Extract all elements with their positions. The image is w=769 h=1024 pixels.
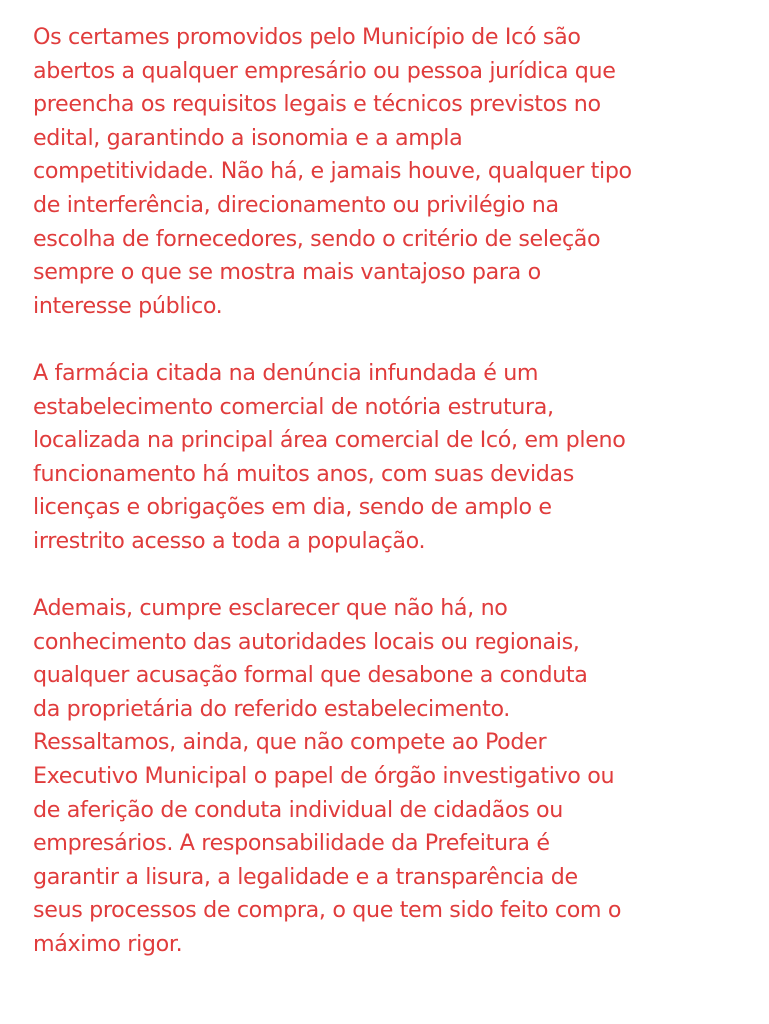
text-line: Ressaltamos, ainda, que não compete ao Poder	[33, 729, 547, 756]
text-line: de interferência, direcionamento ou privilégio na	[33, 191, 559, 218]
text-line: Executivo Municipal o papel de órgão investigativo ou	[33, 763, 615, 790]
text-line: competitividade. Não há, e jamais houve, qualquer tipo	[33, 158, 632, 185]
text-line: irrestrito acesso a toda a população.	[33, 527, 426, 554]
text-line: Ademais, cumpre esclarecer que não há, no	[33, 595, 508, 622]
text-line: A farmácia citada na denúncia infundada é um	[33, 359, 539, 386]
text-line: preencha os requisitos legais e técnicos previstos no	[33, 91, 601, 118]
paragraph-tenders	[33, 21, 745, 323]
text-line: da proprietária do referido estabelecimento.	[33, 695, 511, 722]
text-line: seus processos de compra, o que tem sido feito com o	[33, 897, 622, 924]
text-line: edital, garantindo a isonomia e a ampla	[33, 124, 463, 151]
text-line: localizada na principal área comercial de Icó, em pleno	[33, 427, 626, 454]
text-line: qualquer acusação formal que desabone a conduta	[33, 662, 588, 689]
paragraph-clarification	[33, 592, 745, 962]
text-line: estabelecimento comercial de notória estrutura,	[33, 393, 554, 420]
text-line: empresários. A responsabilidade da Prefeitura é	[33, 830, 550, 857]
text-line: escolha de fornecedores, sendo o critério de seleção	[33, 225, 601, 252]
text-line: conhecimento das autoridades locais ou regionais,	[33, 628, 580, 655]
text-line: garantir a lisura, a legalidade e a transparência de	[33, 863, 578, 890]
text-line: de aferição de conduta individual de cidadãos ou	[33, 796, 563, 823]
paragraph-pharmacy	[33, 357, 745, 559]
text-line: funcionamento há muitos anos, com suas devidas	[33, 460, 574, 487]
text-line: máximo rigor.	[33, 931, 183, 958]
text-line: Os certames promovidos pelo Município de Icó são	[33, 24, 581, 50]
text-line: abertos a qualquer empresário ou pessoa jurídica que	[33, 57, 616, 84]
document-body	[33, 21, 745, 962]
text-line: interesse público.	[33, 292, 223, 319]
text-line: licenças e obrigações em dia, sendo de amplo e	[33, 494, 552, 521]
text-line: sempre o que se mostra mais vantajoso para o	[33, 259, 541, 286]
